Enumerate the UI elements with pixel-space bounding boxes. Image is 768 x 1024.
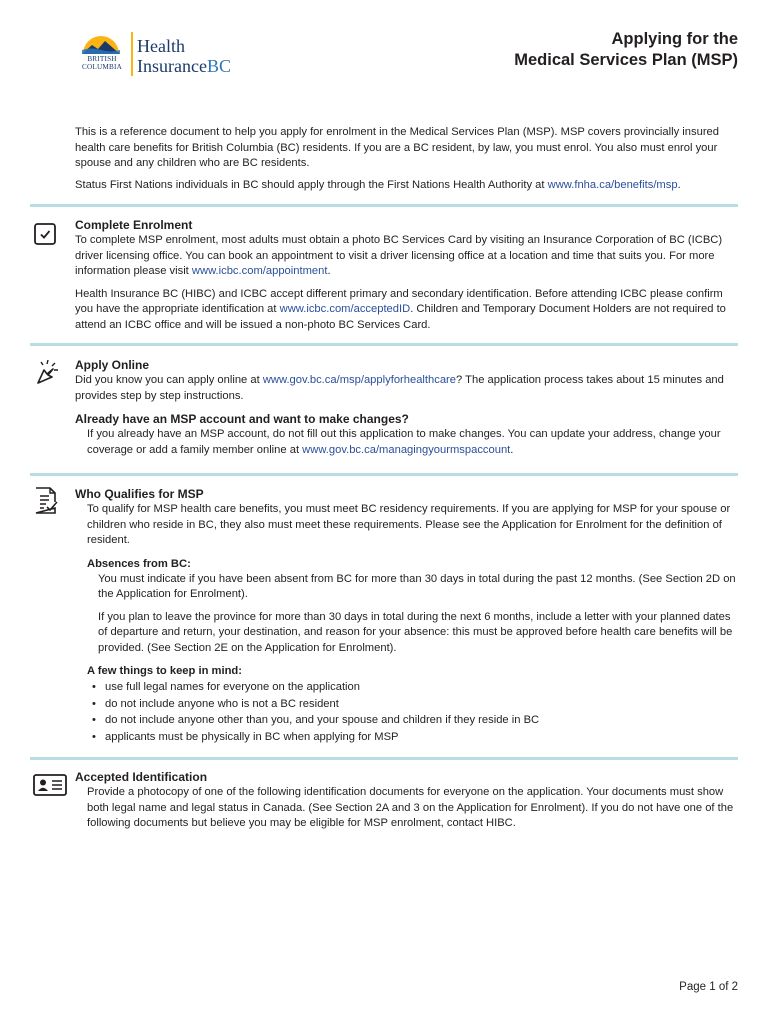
apply-online-paragraph: Did you know you can apply online at www.gov.bc.ca/msp/applyforhealthcare? The application process takes about 15 minutes and provides step by step instructions. [75, 374, 724, 402]
who-qualifies-heading: Who Qualifies for MSP [75, 487, 204, 501]
keep-in-mind-list [75, 679, 740, 745]
checklist-document-icon [33, 486, 59, 516]
absences-paragraph-past: You must indicate if you have been absent from BC for more than 30 days in total during the past 12 months. (See Section 2D on the Application for Enrolment). [98, 572, 736, 600]
section-divider [30, 343, 738, 346]
who-qualifies-section [75, 486, 740, 745]
identification-paragraph: Health Insurance BC (HIBC) and ICBC accept different primary and secondary identification. Before attending ICBC please confirm you have the appropriate identification at www.icbc.com/acceptedID. Children and Temporary Document Holders are not required to attend an ICBC office and will be issued a non-photo BC Services Card. [75, 287, 726, 331]
absences-paragraph-future: If you plan to leave the province for more than 30 days in total during the next 6 months, include a letter with your planned dates of departure and return, your destination, and reason for your absence: this must be approved before health care benefits will be provided. (See Section 2E on the Application for Enrolment). [98, 610, 733, 654]
section-divider [30, 204, 738, 207]
section-divider [30, 473, 738, 476]
logo-divider [131, 32, 133, 76]
section-divider [30, 757, 738, 760]
accepted-identification-heading: Accepted Identification [75, 770, 208, 784]
keep-in-mind-heading: A few things to keep in mind: [87, 665, 242, 677]
page-title: Applying for the Medical Services Plan (MSP) [514, 30, 738, 69]
apply-for-healthcare-link[interactable]: www.gov.bc.ca/msp/applyforhealthcare [262, 374, 457, 386]
complete-enrolment-paragraph: To complete MSP enrolment, most adults must obtain a photo BC Services Card by visiting an Insurance Corporation of BC (ICBC) driver licensing office. You can book an appointment to visit a driver licensing office at a location and time that suits you. For more information please visit www.icbc.com/appointment. [75, 234, 723, 277]
intro [75, 125, 740, 199]
logo-brand-text: Health InsuranceBC [137, 36, 231, 76]
intro-paragraph: This is a reference document to help you apply for enrolment in the Medical Services Plan (MSP). MSP covers provincially insured health care benefits for British Columbia (BC) residents. If you are a BC resident, by law, you must enrol. You also must enrol your spouse and any children who are BC residents. [75, 126, 719, 169]
id-card-icon [33, 774, 67, 796]
icbc-appointment-link[interactable]: www.icbc.com/appointment [191, 265, 328, 277]
accepted-identification-paragraph: Provide a photocopy of one of the following identification documents for everyone on the application. Your documents must show both legal name and legal status in Canada. (See Section 2A and 3 on the Application for Enrolment). If you do not have one of the following documents but believe you may be eligible for MSP enrolment, contact HIBC. [87, 786, 734, 829]
accepted-identification-section [75, 769, 740, 839]
list-item: • use full legal names for everyone on the application [91, 679, 740, 696]
intro-fnha-paragraph: Status First Nations individuals in BC should apply through the First Nations Health Authority at www.fnha.ca/benefits/msp. [75, 178, 681, 191]
fnha-link[interactable]: www.fnha.ca/benefits/msp [547, 178, 678, 191]
absences-heading: Absences from BC: [87, 557, 191, 570]
managing-msp-account-link[interactable]: www.gov.bc.ca/managingyourmspaccount [302, 443, 511, 456]
checkbox-icon [33, 222, 57, 246]
msp-account-heading: Already have an MSP account and want to make changes? [75, 412, 409, 426]
cursor-click-icon [33, 358, 61, 386]
list-item: • do not include anyone other than you, and your spouse and children if they reside in BC [91, 712, 740, 729]
msp-account-paragraph: If you already have an MSP account, do not fill out this application to make changes. You can update your address, change your coverage or add a family member online at www.gov.bc.ca/managingyourmspaccount. [87, 428, 721, 456]
icbc-accepted-id-link[interactable]: www.icbc.com/acceptedID [279, 303, 411, 315]
who-qualifies-paragraph: To qualify for MSP health care benefits, you must meet BC residency requirements. If you are applying for MSP for your spouse or children who reside in BC, they also must meet these requirements. Please see the Application for Enrolment for the definition of resident. [87, 503, 731, 546]
apply-online-heading: Apply Online [75, 358, 150, 372]
page-number: Page 1 of 2 [679, 981, 738, 993]
list-item: • applicants must be physically in BC when applying for MSP [91, 729, 740, 746]
apply-online-section [75, 357, 740, 465]
complete-enrolment-section [75, 217, 740, 340]
health-insurance-bc-logo [74, 30, 244, 80]
british-columbia-wordmark: BRITISH COLUMBIA [82, 55, 122, 71]
list-item: • do not include anyone who is not a BC resident [91, 696, 740, 713]
complete-enrolment-heading: Complete Enrolment [75, 218, 193, 232]
